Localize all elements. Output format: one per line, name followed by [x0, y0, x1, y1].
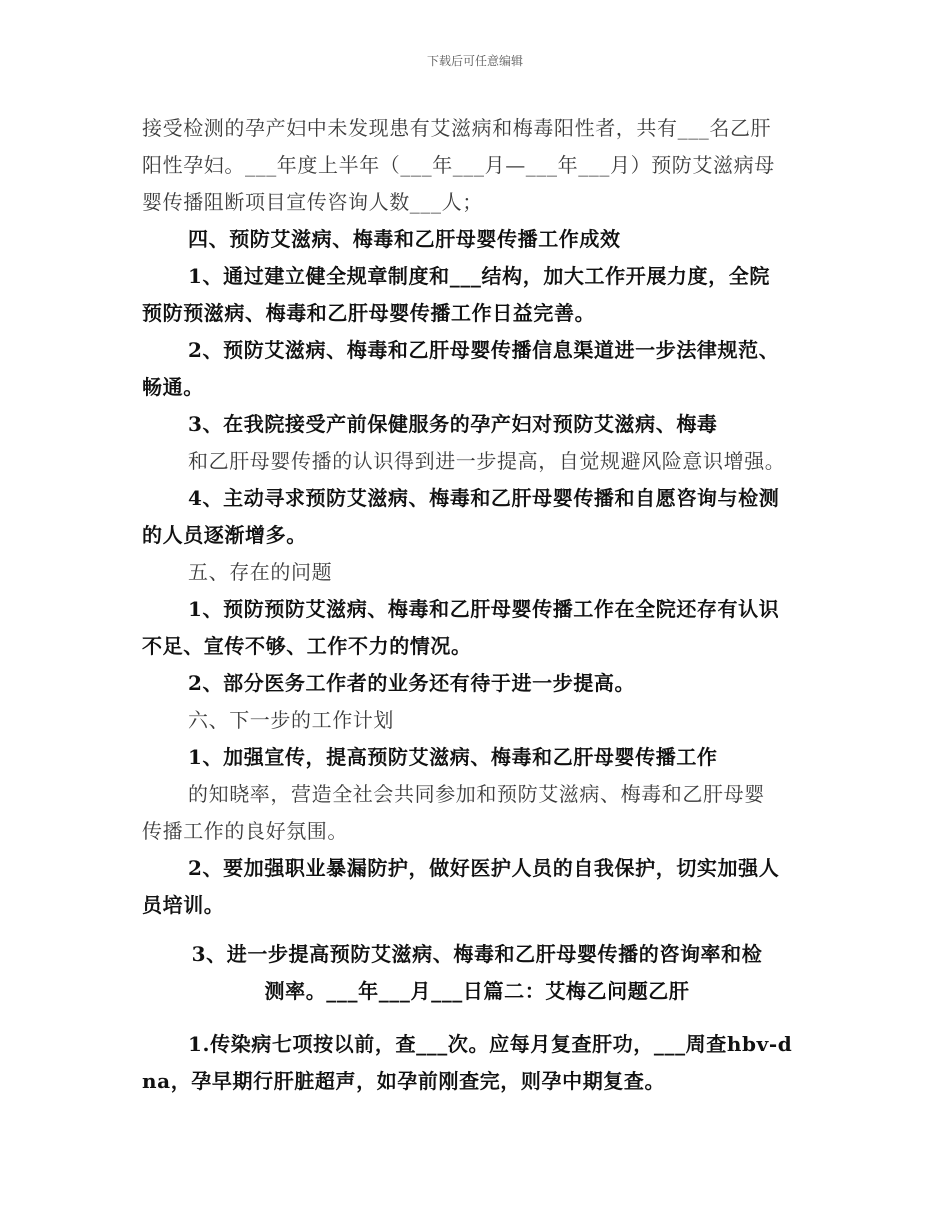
- paragraph-line: 2、要加强职业暴漏防护，做好医护人员的自我保护，切实加强人: [188, 856, 780, 880]
- paragraph-line: 测率。___年___月___日篇二：艾梅乙问题乙肝: [264, 979, 690, 1003]
- paragraph-line: 的人员逐渐增多。: [142, 523, 307, 547]
- paragraph-line: 2、部分医务工作者的业务还有待于进一步提高。: [188, 671, 636, 695]
- paragraph-line: 员培训。: [142, 893, 225, 917]
- page-header-note: 下载后可任意编辑: [426, 54, 523, 68]
- paragraph-line: 的知晓率，营造全社会共同参加和预防艾滋病、梅毒和乙肝母婴: [188, 782, 765, 806]
- paragraph-line: 预防预滋病、梅毒和乙肝母婴传播工作日益完善。: [142, 301, 596, 325]
- paragraph-line: 接受检测的孕产妇中未发现患有艾滋病和梅毒阳性者，共有___名乙肝: [142, 116, 772, 140]
- section-heading: 六、下一步的工作计划: [188, 708, 394, 732]
- paragraph-line: 2、预防艾滋病、梅毒和乙肝母婴传播信息渠道进一步法律规范、: [188, 338, 780, 362]
- paragraph-line: 婴传播阻断项目宣传咨询人数___人；: [142, 190, 483, 214]
- paragraph-line: 4、主动寻求预防艾滋病、梅毒和乙肝母婴传播和自愿咨询与检测: [188, 486, 780, 510]
- paragraph-line: 阳性孕妇。___年度上半年（___年___月—___年___月）预防艾滋病母: [142, 153, 775, 177]
- paragraph-line: 1、通过建立健全规章制度和___结构，加大工作开展力度，全院: [188, 264, 770, 288]
- paragraph-line: 1、加强宣传，提高预防艾滋病、梅毒和乙肝母婴传播工作: [188, 745, 718, 769]
- document-body: [142, 110, 812, 1100]
- paragraph-line: na，孕早期行肝脏超声，如孕前刚查完，则孕中期复查。: [142, 1069, 666, 1093]
- paragraph-line: 不足、宣传不够、工作不力的情况。: [142, 634, 472, 658]
- paragraph-line: 1.传染病七项按以前，查___次。应每月复查肝功，___周查hbv-d: [188, 1032, 793, 1056]
- paragraph-line: 3、进一步提高预防艾滋病、梅毒和乙肝母婴传播的咨询率和检: [191, 942, 763, 966]
- paragraph-line: 传播工作的良好氛围。: [142, 819, 348, 843]
- paragraph-line: 畅通。: [142, 375, 204, 399]
- paragraph-line: 和乙肝母婴传播的认识得到进一步提高，自觉规避风险意识增强。: [188, 449, 786, 473]
- section-heading: 四、预防艾滋病、梅毒和乙肝母婴传播工作成效: [188, 227, 621, 251]
- paragraph-line: 3、在我院接受产前保健服务的孕产妇对预防艾滋病、梅毒: [188, 412, 718, 436]
- section-heading: 五、存在的问题: [188, 560, 333, 584]
- paragraph-line: 1、预防预防艾滋病、梅毒和乙肝母婴传播工作在全院还存有认识: [188, 597, 780, 621]
